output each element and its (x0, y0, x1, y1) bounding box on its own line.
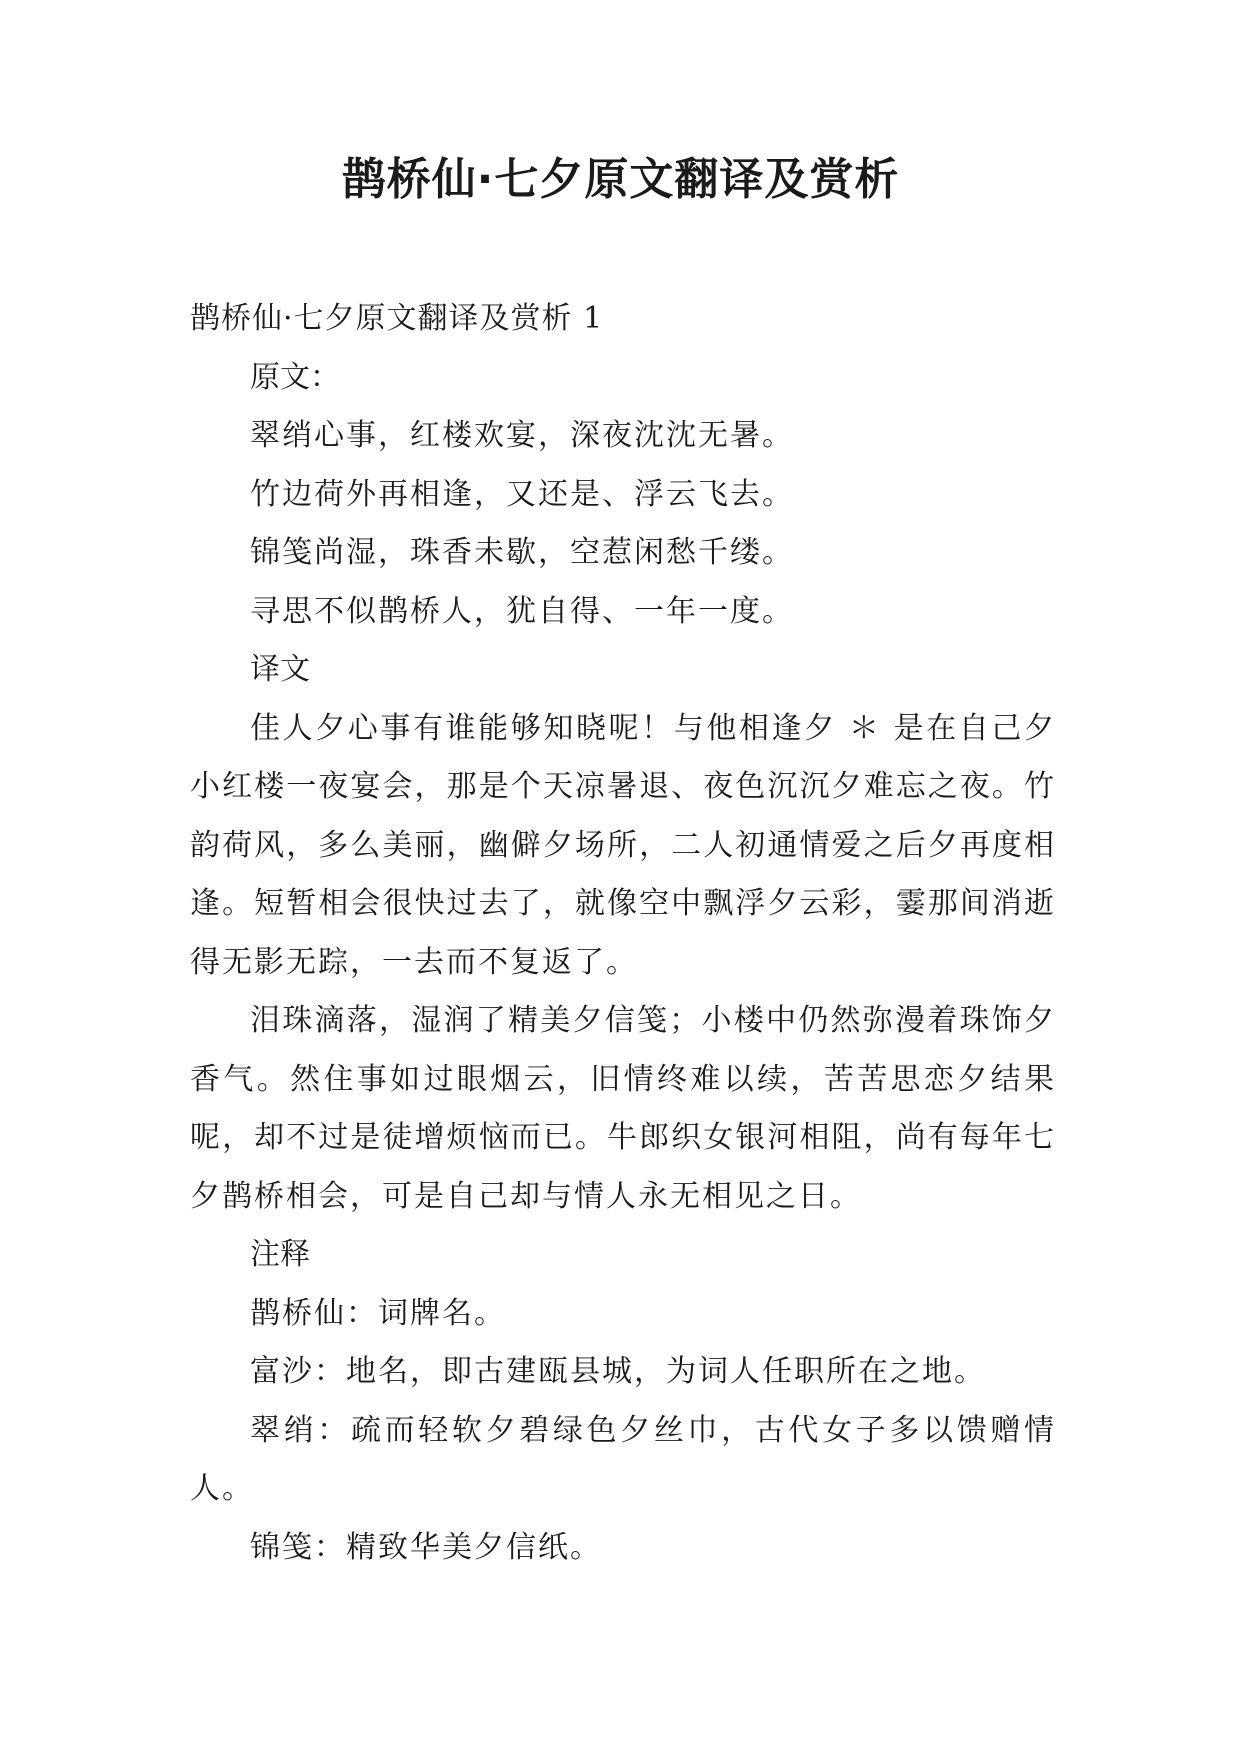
poem-line: 竹边荷外再相逢，又还是、浮云飞去。 (250, 476, 794, 512)
note-item: 锦笺：精致华美夕信纸。 (250, 1529, 602, 1565)
translation-paragraph: 佳人夕心事有谁能够知晓呢！与他相逢夕 ＊ 是在自己夕小红楼一夜宴会，那是个天凉暑退、夜色沉沉夕难忘之夜。竹韵荷风，多么美丽，幽僻夕场所，二人初通情爱之后夕再度相逢。短暂相会很快过去了，就像空中飘浮夕云彩，霎那间消逝得无影无踪，一去而不复返了。 (190, 710, 1056, 980)
note-item: 鹊桥仙：词牌名。 (250, 1295, 506, 1331)
translation-label: 译文 (250, 652, 310, 687)
section-heading: 鹊桥仙·七夕原文翻译及赏析 1 (190, 301, 604, 336)
document-body (190, 290, 1056, 1577)
poem-line: 锦笺尚湿，珠香未歇，空惹闲愁千缕。 (250, 535, 794, 570)
note-item: 翠绡：疏而轻软夕碧绿色夕丝巾，古代女子多以馈赠情人。 (190, 1412, 1056, 1506)
original-label: 原文： (250, 359, 340, 395)
translation-paragraph: 泪珠滴落，湿润了精美夕信笺；小楼中仍然弥漫着珠饰夕香气。然住事如过眼烟云，旧情终难以续，苦苦思恋夕结果呢，却不过是徒增烦恼而已。牛郎织女银河相阻，尚有每年七夕鹊桥相会，可是自己却与情人永无相见之日。 (190, 1003, 1056, 1214)
notes-label: 注释 (250, 1237, 310, 1272)
poem-line: 寻思不似鹊桥人，犹自得、一年一度。 (250, 593, 794, 629)
note-item: 富沙：地名，即古建瓯县城，为词人任职所在之地。 (250, 1354, 986, 1389)
document-title: 鹊桥仙·七夕原文翻译及赏析 (341, 154, 900, 205)
poem-line: 翠绡心事，红楼欢宴，深夜沈沈无暑。 (250, 418, 794, 453)
